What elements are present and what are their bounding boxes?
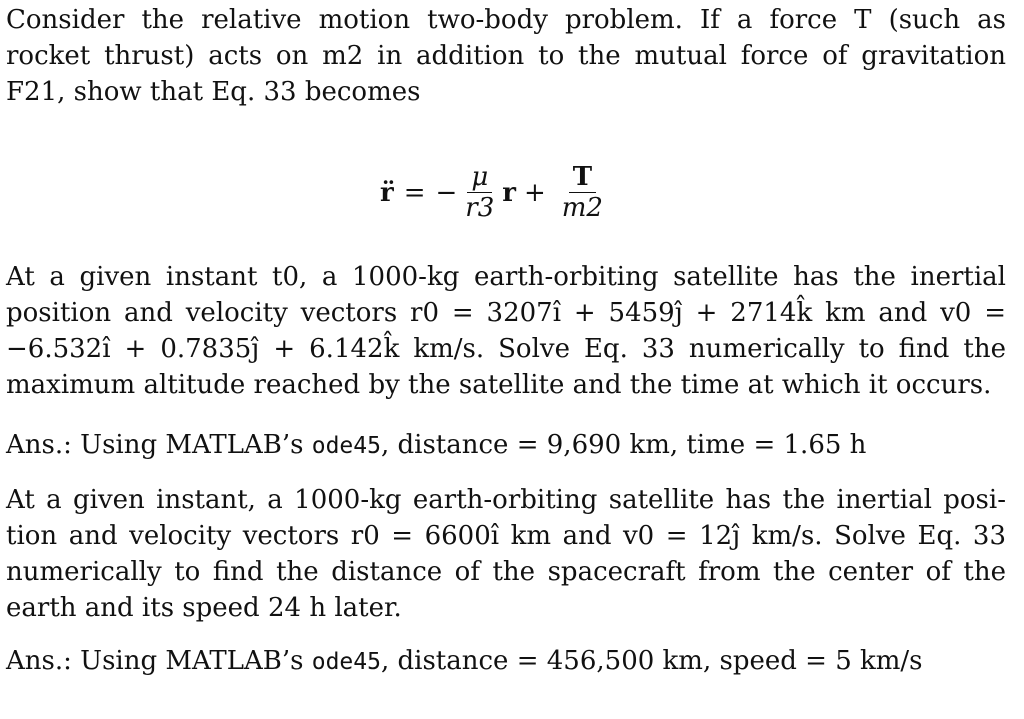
eq-mu: μ — [467, 162, 492, 193]
answer-1-code: ode45 — [311, 433, 381, 459]
display-equation — [380, 150, 640, 235]
answer-2 — [6, 643, 1006, 680]
eq-thrust: T — [569, 162, 596, 193]
problem-3-line-1: At a given instant, a 1000-kg earth-orbiting satellite has the inertial posi- — [6, 485, 1006, 515]
eq-fraction-thrust — [558, 162, 607, 223]
problem-2-line-3: −6.532î + 0.7835ĵ + 6.142k̂ km/s. Solve Eq. 33 numerically to find the — [6, 334, 1006, 364]
eq-equals: = — [403, 177, 426, 208]
problem-1-line-2: rocket thrust) acts on m2 in addition to the mutual force of gravitation — [6, 41, 1006, 71]
answer-2-suffix: , distance = 456,500 km, speed = 5 km/s — [380, 646, 923, 676]
problem-2-line-2: position and velocity vectors r0 = 3207î + 5459ĵ + 2714k̂ km and v0 = — [6, 298, 1006, 328]
eq-m2: m2 — [561, 193, 603, 223]
answer-1-line — [6, 427, 1006, 464]
answer-2-prefix: Ans.: Using MATLAB’s — [6, 646, 312, 676]
problem-3-text — [6, 482, 1006, 626]
problem-2-line-1: At a given instant t0, a 1000-kg earth-orbiting satellite has the inertial — [6, 262, 1006, 292]
problem-2-line-4: maximum altitude reached by the satellite and the time at which it occurs. — [6, 370, 992, 400]
answer-1-suffix: , distance = 9,690 km, time = 1.65 h — [380, 430, 867, 460]
eq-r-cubed: r3 — [465, 193, 495, 223]
answer-2-code: ode45 — [311, 649, 381, 675]
answer-1-prefix: Ans.: Using MATLAB’s — [6, 430, 312, 460]
problem-1-line-1: Consider the relative motion two-body problem. If a force T (such as — [6, 5, 1006, 35]
problem-1-line-3: F21, show that Eq. 33 becomes — [6, 77, 421, 107]
problem-2-text — [6, 259, 1006, 403]
problem-3-line-4: earth and its speed 24 h later. — [6, 593, 402, 623]
answer-2-line — [6, 643, 1006, 680]
eq-fraction-mu — [461, 162, 498, 223]
eq-minus: − — [435, 177, 458, 208]
problem-1-text — [6, 2, 1006, 110]
eq-plus: + — [523, 177, 546, 208]
eq-position-vector: r — [502, 177, 516, 208]
problem-3-line-2: tion and velocity vectors r0 = 6600î km and v0 = 12ĵ km/s. Solve Eq. 33 — [6, 521, 1006, 551]
answer-1 — [6, 427, 1006, 464]
eq-acceleration: r̈ — [380, 177, 394, 208]
problem-3-line-3: numerically to find the distance of the spacecraft from the center of the — [6, 557, 1006, 587]
